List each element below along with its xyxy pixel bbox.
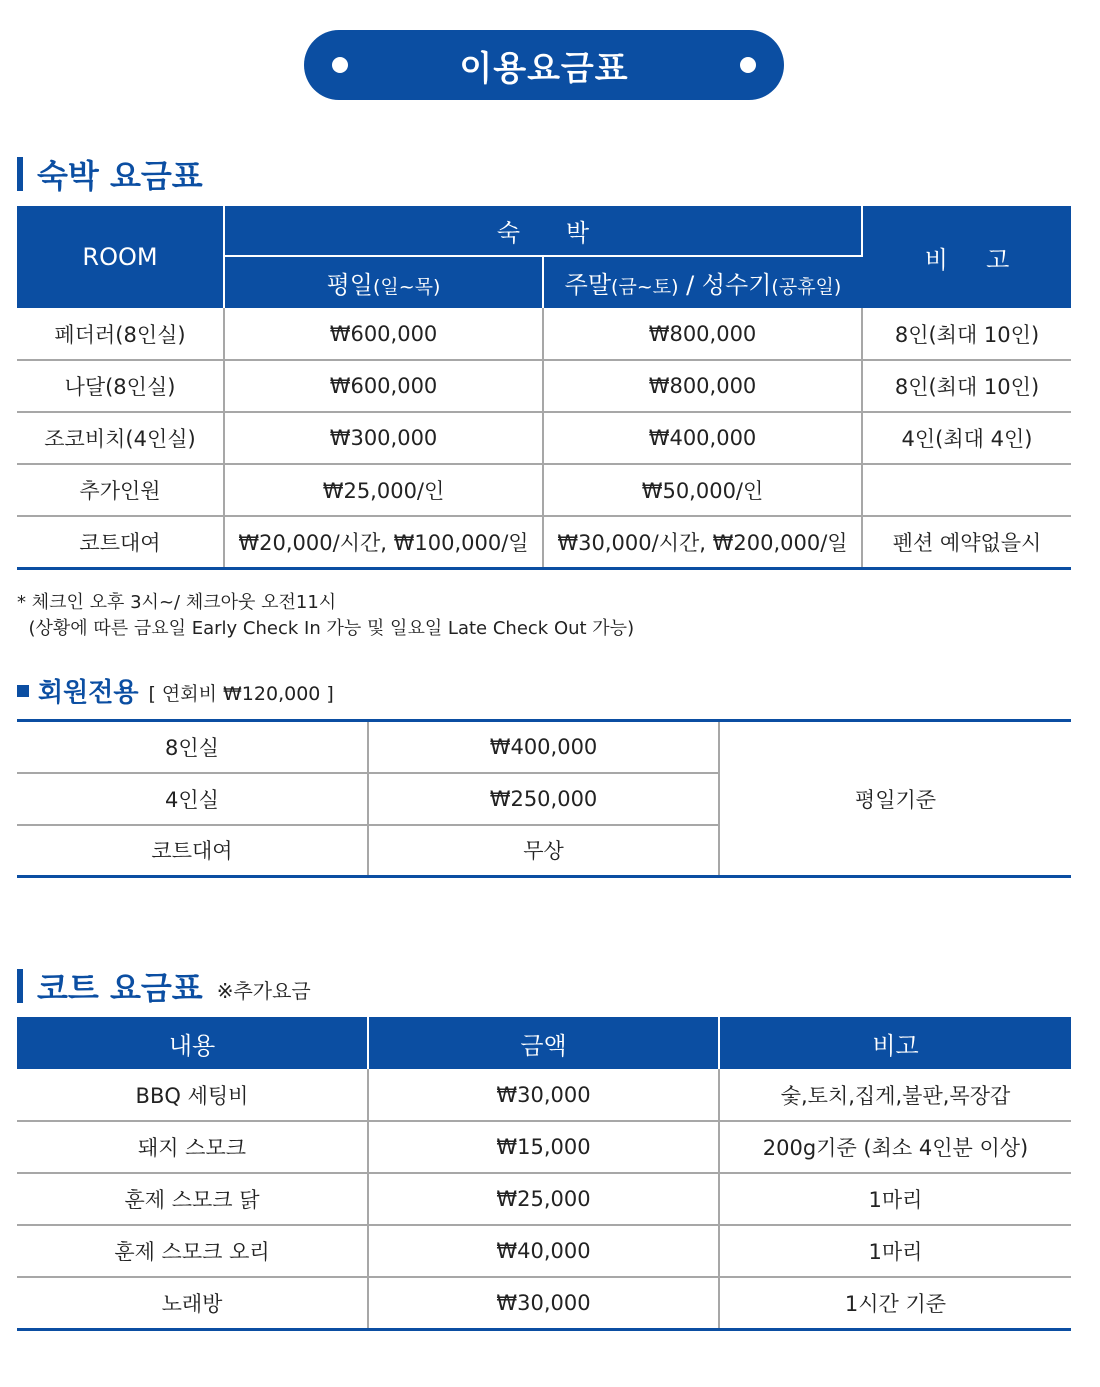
member-item: 4인실 <box>17 773 368 825</box>
member-price: 무상 <box>368 825 719 877</box>
member-price: ₩400,000 <box>368 721 719 773</box>
court-amount: ₩15,000 <box>368 1121 719 1173</box>
room-name: 조코비치(4인실) <box>17 412 224 464</box>
court-note: 숯,토치,집게,불판,목장갑 <box>719 1069 1071 1121</box>
table-row <box>17 1069 1071 1121</box>
checkin-notes <box>17 590 634 642</box>
banner-dot-left <box>332 57 348 73</box>
table-row <box>17 721 1071 773</box>
court-price-table <box>17 1017 1071 1331</box>
table-row <box>17 1225 1071 1277</box>
table-row <box>17 1277 1071 1329</box>
member-price: ₩250,000 <box>368 773 719 825</box>
peak-label: 성수기 <box>701 271 772 299</box>
weekend-price: ₩800,000 <box>543 308 862 360</box>
section-bar <box>17 157 23 191</box>
table-row <box>17 360 1071 412</box>
court-note: 1마리 <box>719 1173 1071 1225</box>
header-room: ROOM <box>17 206 224 308</box>
member-section-title <box>17 672 334 709</box>
room-note: 펜션 예약없을시 <box>862 516 1071 568</box>
court-item: 돼지 스모크 <box>17 1121 368 1173</box>
room-note: 8인(최대 10인) <box>862 308 1071 360</box>
weekend-price: ₩30,000/시간, ₩200,000/일 <box>543 516 862 568</box>
member-price-table <box>17 719 1071 878</box>
weekend-separator: / <box>678 271 702 299</box>
room-note: 4인(최대 4인) <box>862 412 1071 464</box>
section-bar <box>17 969 23 1003</box>
header-remark: 비고 <box>719 1017 1071 1069</box>
court-item: BBQ 세팅비 <box>17 1069 368 1121</box>
court-note: 1시간 기준 <box>719 1277 1071 1329</box>
weekday-sub: (일~목) <box>372 276 441 298</box>
member-title: 회원전용 <box>38 678 139 708</box>
court-amount: ₩30,000 <box>368 1069 719 1121</box>
member-note: 평일기준 <box>719 721 1071 877</box>
weekend-sub: (금~토) <box>611 276 679 298</box>
lodging-price-table <box>17 206 1071 570</box>
header-weekday <box>224 256 543 308</box>
weekend-label: 주말 <box>564 271 612 299</box>
member-fee: [ 연회비 ₩120,000 ] <box>148 682 334 705</box>
court-amount: ₩25,000 <box>368 1173 719 1225</box>
room-name: 나달(8인실) <box>17 360 224 412</box>
court-note: 200g기준 (최소 4인분 이상) <box>719 1121 1071 1173</box>
room-note: 8인(최대 10인) <box>862 360 1071 412</box>
table-row <box>17 1173 1071 1225</box>
room-note <box>862 464 1071 516</box>
weekday-price: ₩20,000/시간, ₩100,000/일 <box>224 516 543 568</box>
note-line: (상황에 따른 금요일 Early Check In 가능 및 일요일 Late Check Out 가능) <box>17 618 635 639</box>
header-amount: 금액 <box>368 1017 719 1069</box>
court-subtitle: ※추가요금 <box>216 978 311 1003</box>
member-item: 코트대여 <box>17 825 368 877</box>
court-item: 노래방 <box>17 1277 368 1329</box>
court-title: 코트 요금표 <box>37 969 203 1007</box>
table-row <box>17 1121 1071 1173</box>
table-row <box>17 412 1071 464</box>
header-content: 내용 <box>17 1017 368 1069</box>
member-item: 8인실 <box>17 721 368 773</box>
table-row <box>17 516 1071 568</box>
square-bullet-icon <box>17 685 29 697</box>
table-row <box>17 464 1071 516</box>
weekday-price: ₩25,000/인 <box>224 464 543 516</box>
header-stay: 숙 박 <box>224 206 862 256</box>
court-amount: ₩30,000 <box>368 1277 719 1329</box>
court-note: 1마리 <box>719 1225 1071 1277</box>
table-row <box>17 308 1071 360</box>
peak-sub: (공휴일) <box>771 276 842 298</box>
weekday-price: ₩600,000 <box>224 360 543 412</box>
weekday-price: ₩300,000 <box>224 412 543 464</box>
weekday-price: ₩600,000 <box>224 308 543 360</box>
title-banner <box>304 30 784 100</box>
note-line: * 체크인 오후 3시~/ 체크아웃 오전11시 <box>17 592 337 613</box>
header-note: 비 고 <box>862 206 1071 308</box>
page-title: 이용요금표 <box>459 48 629 89</box>
room-name: 코트대여 <box>17 516 224 568</box>
court-amount: ₩40,000 <box>368 1225 719 1277</box>
lodging-section-title <box>17 151 203 197</box>
court-section-title <box>17 963 311 1009</box>
court-item: 훈제 스모크 오리 <box>17 1225 368 1277</box>
weekend-price: ₩400,000 <box>543 412 862 464</box>
room-name: 페더러(8인실) <box>17 308 224 360</box>
room-name: 추가인원 <box>17 464 224 516</box>
weekend-price: ₩50,000/인 <box>543 464 862 516</box>
lodging-title: 숙박 요금표 <box>37 157 203 195</box>
weekend-price: ₩800,000 <box>543 360 862 412</box>
banner-dot-right <box>740 57 756 73</box>
header-weekend <box>543 256 862 308</box>
weekday-label: 평일 <box>326 271 373 299</box>
court-item: 훈제 스모크 닭 <box>17 1173 368 1225</box>
